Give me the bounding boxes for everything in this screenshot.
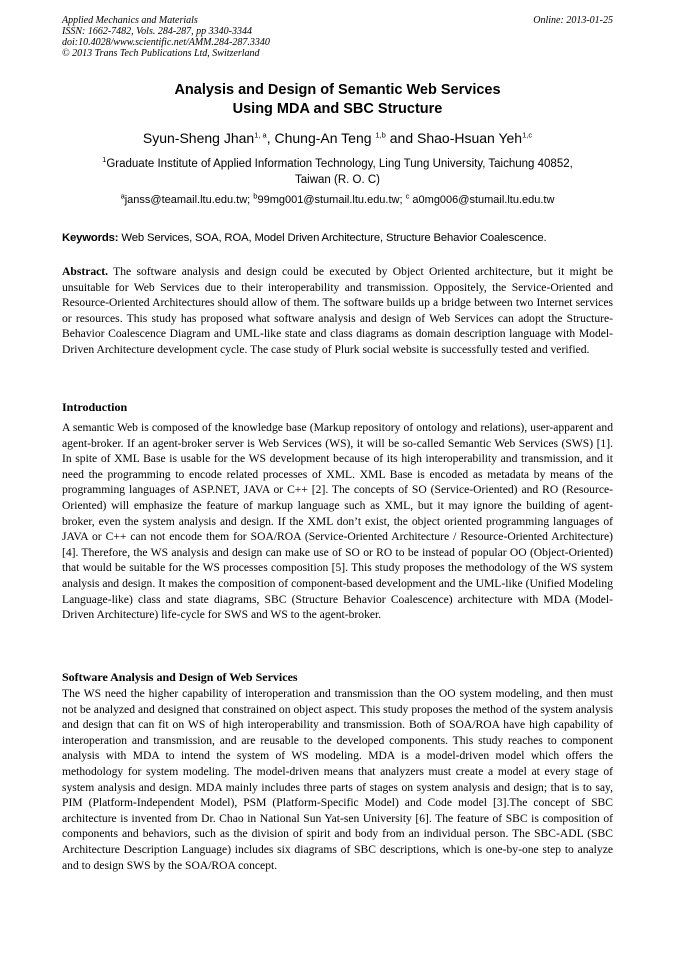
section-heading-introduction: Introduction — [62, 400, 128, 414]
keywords — [62, 231, 622, 246]
email-c[interactable]: a0mg006@stumail.ltu.edu.tw — [409, 194, 555, 206]
email-a-sup: a — [120, 191, 125, 201]
software-analysis-paragraph: The WS need the higher capability of interoperation and transmission than the OO system modeling, and then must not be analyzed and designed that constrained on object aspect. This study proposes the method of the system analysis and design that can fit on WS of high interoperability and transmission. Both of SOA/ROA have high capability of interoperation and transmission, and are reusable to the developed components. This study reaches to component analysis with MDA to intend the system of WS modeling. MDA is a model-driven model which offers the methodology for system modeling. The model-driven means that analyzers must create a model at every stage of system analysis and design. MDA mainly includes three parts of stages on system analysis and design; that is to say, PIM (Platform-Independent Model), PSM (Platform-Specific Model) and Code model [3].The concept of SBC architecture is invented from Dr. Chao in National Sun Yat-sen University [6]. The feature of SBC is composition of components and behaviors, such as the division of spirit and body from an individual person. The SBC-ADL (SBC Architecture Description Language) includes six diagrams of SBC descriptions, which is one-by-one step to analyze and to design SWS by the SOA/ROA concept. — [62, 687, 613, 872]
online-date: Online: 2013-01-25 — [533, 15, 613, 26]
doi-line: doi:10.4028/www.scientific.net/AMM.284-287.3340 — [62, 37, 270, 48]
copyright-line: © 2013 Trans Tech Publications Ltd, Switzerland — [62, 48, 260, 59]
journal-header — [62, 15, 270, 59]
affiliation-line-1: Graduate Institute of Applied Information Technology, Ling Tung University, Taichung 40852, — [106, 158, 573, 170]
title-line-2: Using MDA and SBC Structure — [232, 101, 443, 117]
author-list — [62, 129, 613, 147]
affiliation-sup: 1 — [102, 155, 107, 165]
author-separator: , — [266, 130, 275, 146]
abstract — [62, 264, 613, 358]
paper-title — [62, 81, 613, 119]
author-1-sup: 1, a — [254, 130, 267, 140]
journal-name: Applied Mechanics and Materials — [62, 15, 198, 26]
introduction-paragraph: A semantic Web is composed of the knowledge base (Markup repository of ontology and relations), user-apparent and agent-broker. If an agent-broker server is Web Services (WS), it will be so-called Semantic Web Services (SWS) [1]. In spite of XML Base is usable for the WS development because of its high interoperability and transmission, and it need the programming to encode related processes of XML. XML Base is encoded as metadata by means of the programming languages of ASP.NET, JAVA or C++ [2]. The concepts of SO (Service-Oriented) and RO (Resource-Oriented) will emphasize the feature of markup language such as XML, but it may ignore the building of agent-broker, even the system analysis and design. If the XML don’t exist, the object oriented programming languages of JAVA or C++ can not encode them for SOA/ROA (Service-Oriented Architecture / Resource-Oriented Architecture) [4]. Therefore, the WS analysis and design can make use of SO or RO to be instead of popular OO (Object-Oriented) that would be suitable for the WS processes composition [5]. This study proposes the methodology of the WS system analysis and design. It makes the composition of component-based development and the UML-like (Unified Modeling Language-like) class and state diagrams, SBC (Structure Behavior Coalescence) architecture with MDA (Model-Driven Architecture) life-cycle for SWS and WS to the agent-broker. — [62, 421, 613, 622]
section-heading-software-analysis: Software Analysis and Design of Web Services — [62, 670, 298, 684]
keywords-text: Web Services, SOA, ROA, Model Driven Architecture, Structure Behavior Coalescence. — [118, 232, 547, 244]
issn-line: ISSN: 1662-7482, Vols. 284-287, pp 3340-3344 — [62, 26, 252, 37]
email-b-sup: b — [253, 191, 258, 201]
title-line-1: Analysis and Design of Semantic Web Services — [174, 82, 501, 98]
author-2-sup: 1,b — [375, 130, 386, 140]
author-separator: and — [385, 130, 417, 146]
author-2: Chung-An Teng — [274, 130, 376, 146]
affiliation — [62, 156, 613, 188]
keywords-label: Keywords: — [62, 232, 119, 244]
email-b[interactable]: 99mg001@stumail.ltu.edu.tw; — [257, 194, 406, 206]
email-list — [62, 193, 613, 208]
affiliation-line-2: Taiwan (R. O. C) — [295, 174, 380, 186]
abstract-text: The software analysis and design could be executed by Object Oriented architecture, but it might be unsuitable for Web Services due to their interoperability and transmission. Oppositely, the Service-Oriented and Resource-Oriented Architectures should allow of them. The software builds up a bridge between two Internet services or resources. This study has proposed what software analysis and design of Web Services can adopt the Structure-Behavior Coalescence Diagram and UML-like state and class diagrams as domain description language with Model-Driven Architecture development cycle. The case study of Plurk social website is successfully tested and verified. — [62, 265, 613, 356]
author-3: Shao-Hsuan Yeh — [417, 130, 523, 146]
author-1: Syun-Sheng Jhan — [142, 130, 255, 146]
email-c-sup: c — [405, 191, 410, 201]
abstract-label: Abstract. — [62, 265, 109, 278]
email-a[interactable]: janss@teamail.ltu.edu.tw; — [124, 194, 254, 206]
author-3-sup: 1,c — [522, 130, 533, 140]
